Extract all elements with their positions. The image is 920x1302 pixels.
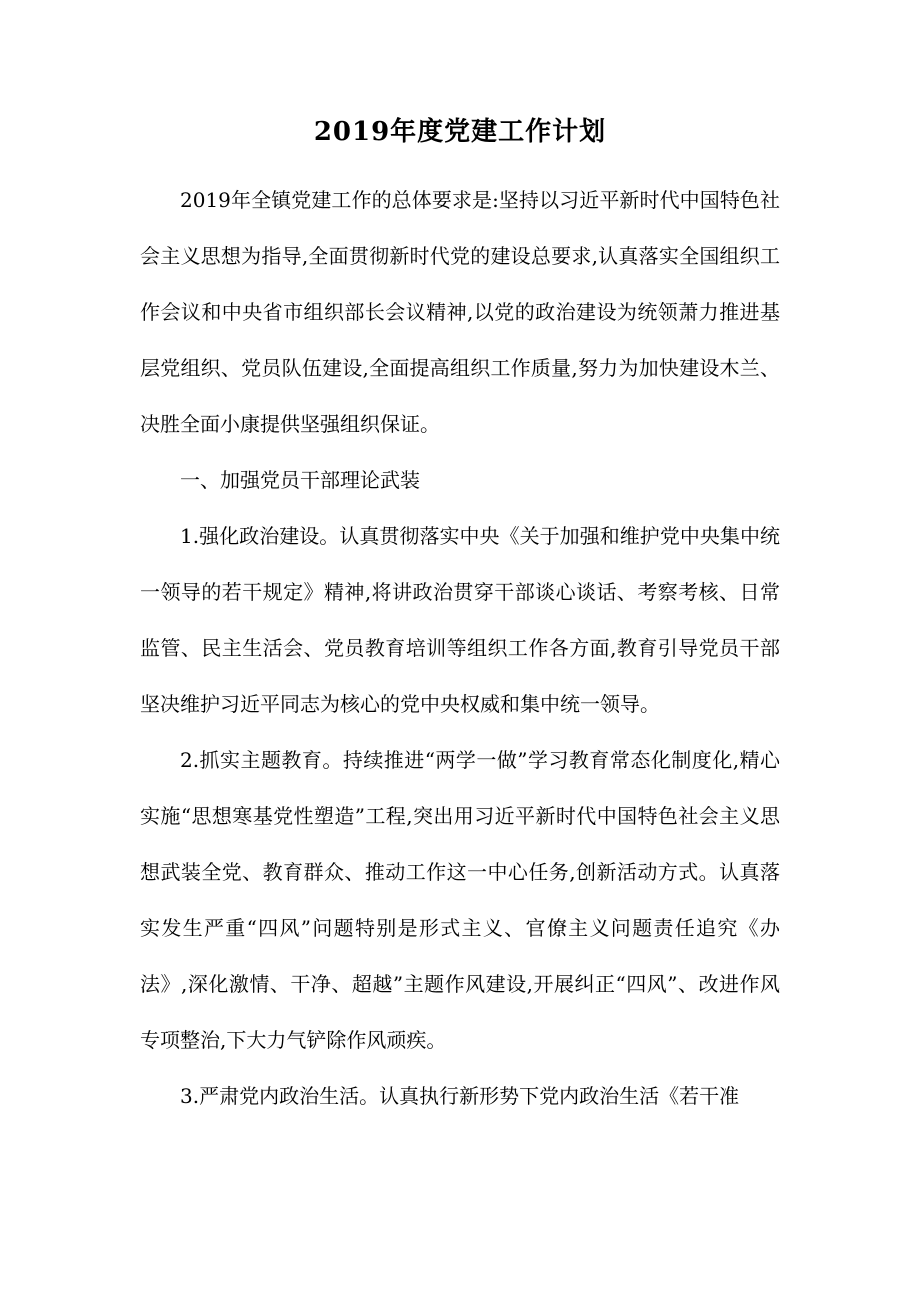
paragraph-overall-requirements: 2019年全镇党建工作的总体要求是:坚持以习近平新时代中国特色社会主义思想为指导,全面贯彻新时代党的建设总要求,认真落实全国组织工作会议和中央省市组织部长会议精神,以党的政治建设为统领萧力推进基层党组织、党员队伍建设,全面提高组织工作质量,努力为加快建设木兰、决胜全面小康提供坚强组织保证。 [140, 188, 780, 436]
paragraph-item-2: 2.抓实主题教育。持续推进“两学一做”学习教育常态化制度化,精心实施“思想寒基党性塑造”工程,突出用习近平新时代中国特色社会主义思想武装全党、教育群众、推动工作这一中心任务,创新活动方式。认真落实发生严重“四风”问题特别是形式主义、官僚主义问题责任追究《办法》,深化激情、干净、超越”主题作风建设,开展纠正“四风”、改进作风专项整治,下大力气铲除作风顽疾。 [140, 748, 780, 1052]
document-title: 2019年度党建工作计划 [313, 117, 607, 147]
section-heading-1: 一、加强党员干部理论武装 [180, 468, 420, 492]
paragraph-item-1: 1.强化政治建设。认真贯彻落实中央《关于加强和维护党中央集中统一领导的若干规定》精神,将讲政治贯穿干部谈心谈话、考察考核、日常监管、民主生活会、党员教育培训等组织工作各方面,教育引导党员干部坚决维护习近平同志为核心的党中央权威和集中统一领导。 [140, 524, 780, 716]
paragraph-item-3: 3.严肃党内政治生活。认真执行新形势下党内政治生活《若干准 [180, 1084, 740, 1108]
document-body [140, 172, 780, 1124]
